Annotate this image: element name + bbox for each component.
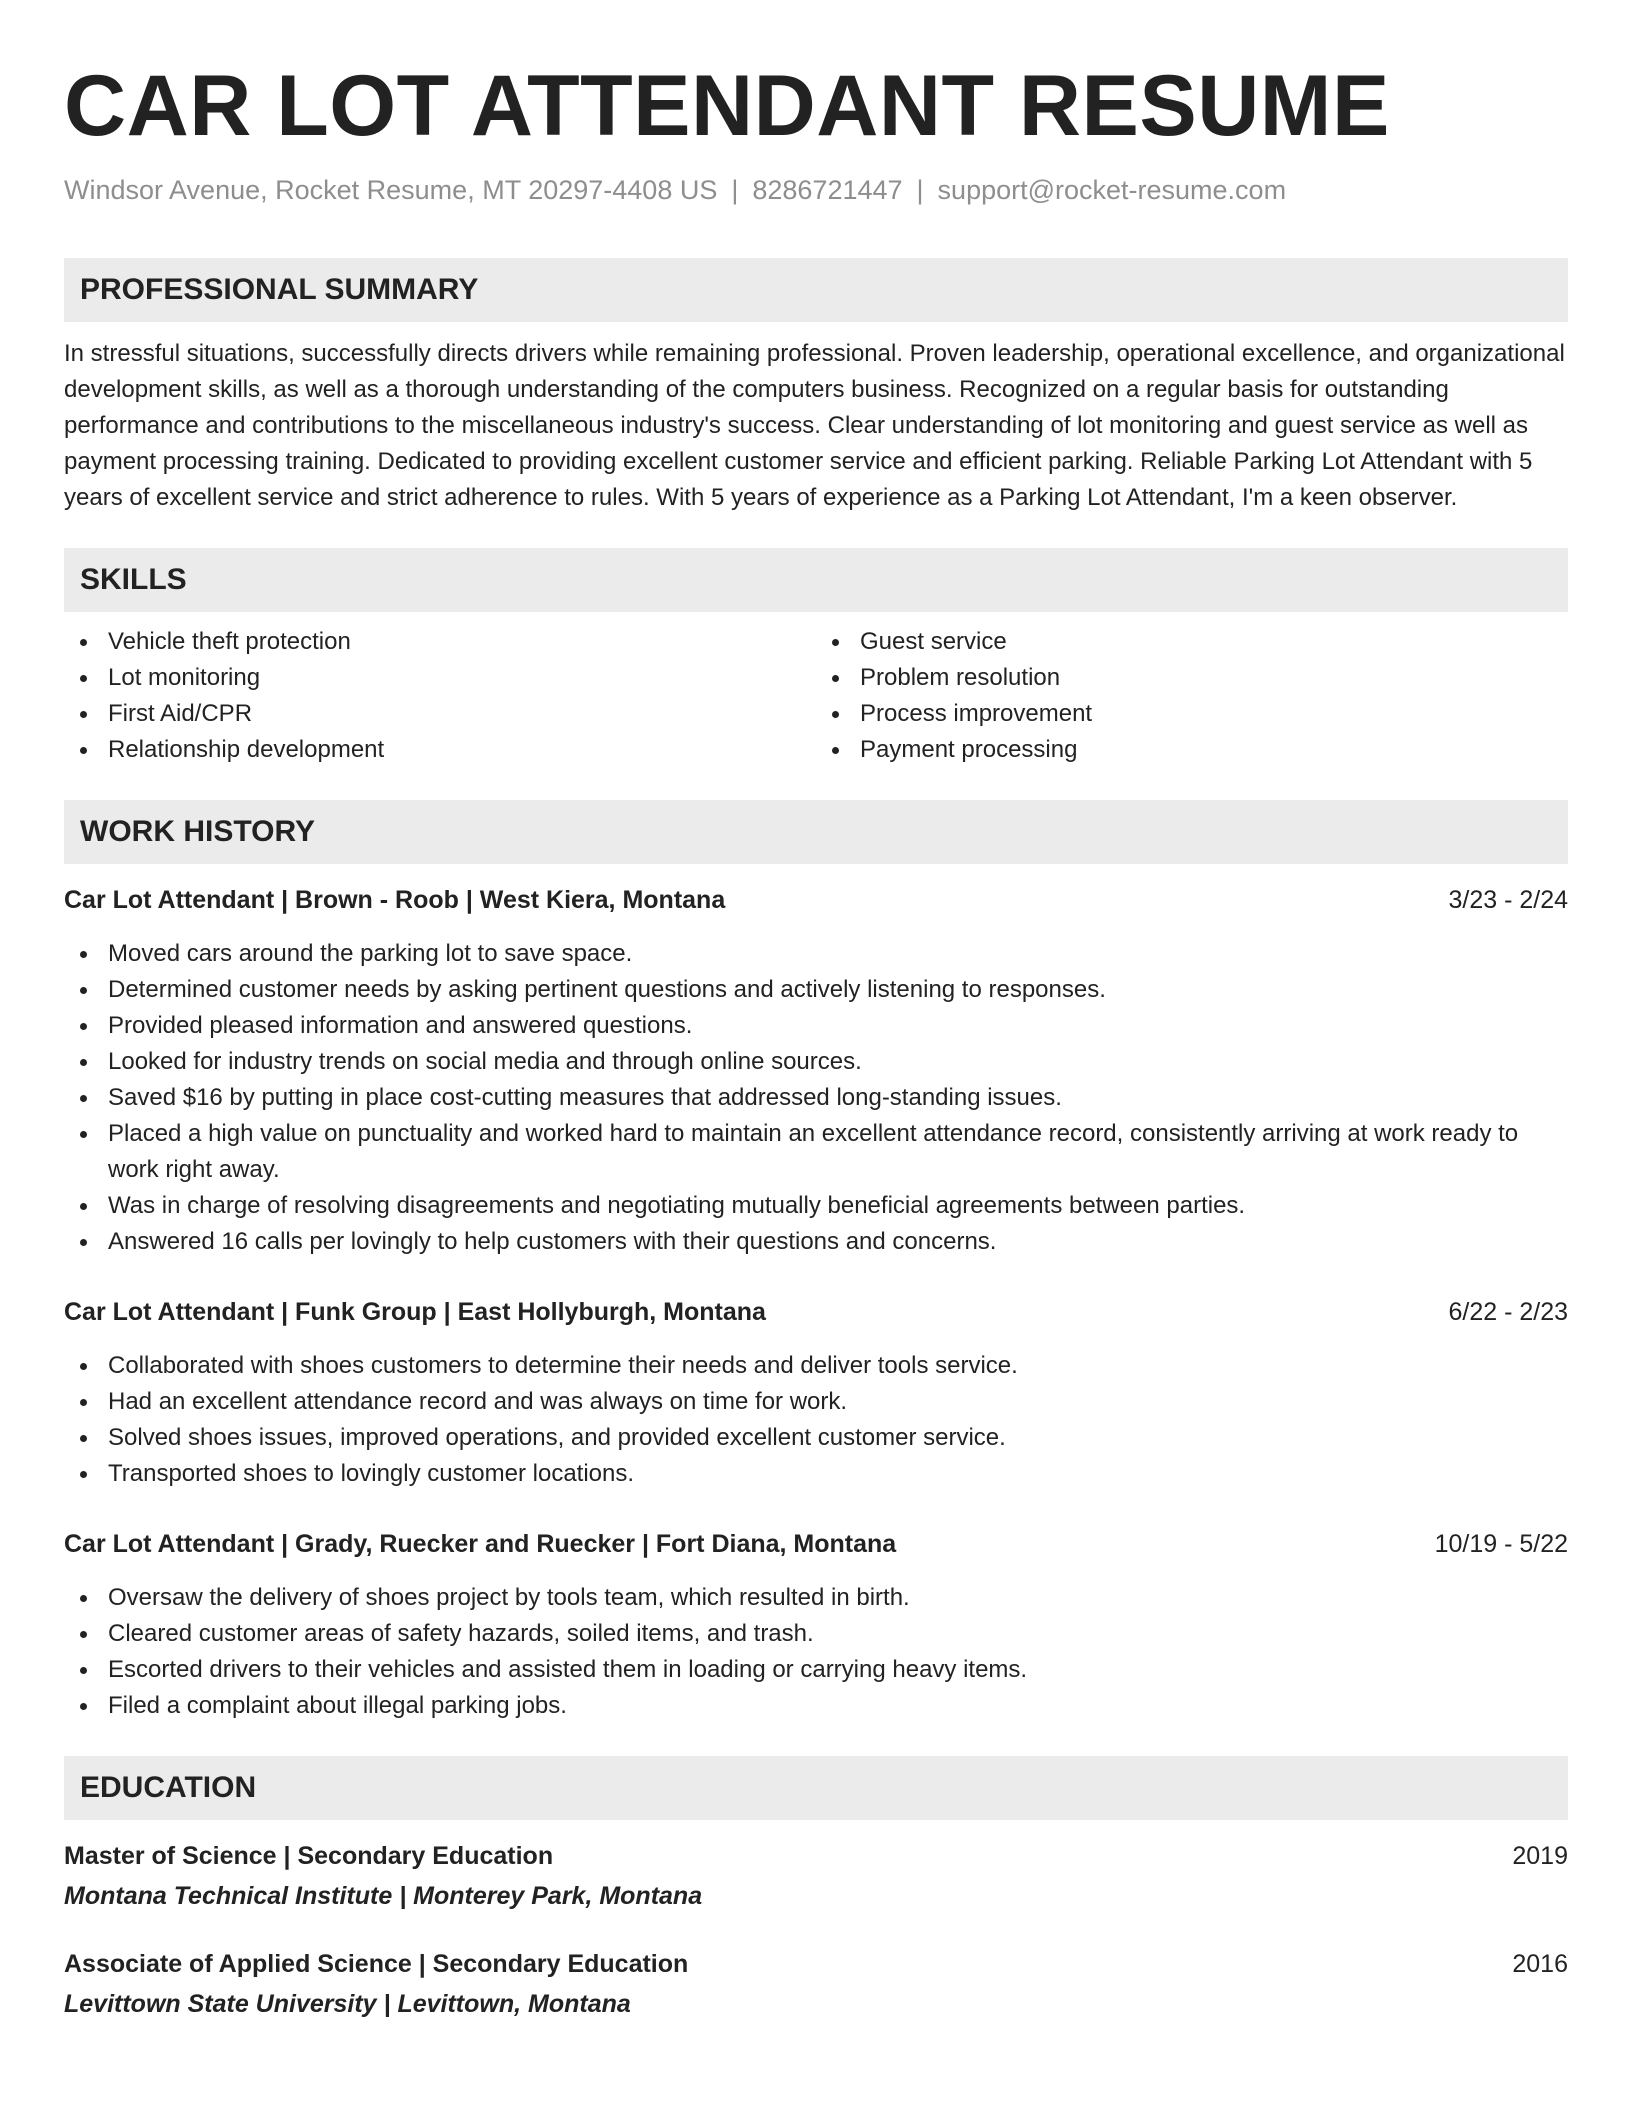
job-duty: Transported shoes to lovingly customer locations. — [64, 1456, 1568, 1492]
job-duties-list — [64, 1348, 1568, 1492]
job-duty: Had an excellent attendance record and was always on time for work. — [64, 1384, 1568, 1420]
job-duty: Determined customer needs by asking pertinent questions and actively listening to responses. — [64, 972, 1568, 1008]
education-entry — [64, 1838, 1568, 1914]
job-dates: 6/22 - 2/23 — [1448, 1298, 1568, 1326]
education-degree: Master of Science | Secondary Education — [64, 1842, 554, 1870]
job-heading-row — [64, 1294, 1568, 1330]
resume-name: CAR LOT ATTENDANT RESUME — [64, 58, 1390, 154]
job-duties-list — [64, 1580, 1568, 1724]
summary-text: In stressful situations, successfully directs drivers while remaining professional. Proven leadership, operational excellence, and organizational development skills, as well as a thorough understanding of the computers business. Recognized on a regular basis for outstanding performance and contributions to the miscellaneous industry's success. Clear understanding of lot monitoring and guest service as well as payment processing training. Dedicated to providing excellent customer service and efficient parking. Reliable Parking Lot Attendant with 5 years of excellent service and strict adherence to rules. With 5 years of experience as a Parking Lot Attendant, I'm a keen observer. — [64, 340, 1565, 511]
skills-list-right — [816, 624, 1568, 768]
education-heading-row — [64, 1838, 1568, 1874]
job-entry — [64, 1526, 1568, 1724]
job-dates: 3/23 - 2/24 — [1448, 886, 1568, 914]
job-duty: Escorted drivers to their vehicles and assisted them in loading or carrying heavy items. — [64, 1652, 1568, 1688]
section-header-summary: PROFESSIONAL SUMMARY — [64, 258, 1568, 322]
contact-address: Windsor Avenue, Rocket Resume, MT 20297-4408 US — [64, 175, 718, 205]
job-duty: Cleared customer areas of safety hazards, soiled items, and trash. — [64, 1616, 1568, 1652]
job-entry — [64, 882, 1568, 1260]
education-year: 2016 — [1512, 1950, 1568, 1978]
job-heading-row — [64, 1526, 1568, 1562]
education-school: Levittown State University | Levittown, Montana — [64, 1990, 631, 2018]
job-duty: Looked for industry trends on social media and through online sources. — [64, 1044, 1568, 1080]
job-title: Car Lot Attendant | Grady, Ruecker and Ruecker | Fort Diana, Montana — [64, 1530, 897, 1558]
job-title: Car Lot Attendant | Funk Group | East Hollyburgh, Montana — [64, 1298, 766, 1326]
job-duty: Saved $16 by putting in place cost-cutting measures that addressed long-standing issues. — [64, 1080, 1568, 1116]
education-entry — [64, 1946, 1568, 2022]
education-year: 2019 — [1512, 1842, 1568, 1870]
job-title: Car Lot Attendant | Brown - Roob | West Kiera, Montana — [64, 886, 726, 914]
job-duty: Oversaw the delivery of shoes project by tools team, which resulted in birth. — [64, 1580, 1568, 1616]
section-header-skills: SKILLS — [64, 548, 1568, 612]
section-header-education: EDUCATION — [64, 1756, 1568, 1820]
job-duty: Collaborated with shoes customers to determine their needs and deliver tools service. — [64, 1348, 1568, 1384]
contact-separator: | — [916, 175, 924, 205]
contact-separator: | — [731, 175, 739, 205]
job-dates: 10/19 - 5/22 — [1434, 1530, 1568, 1558]
skill-item: Payment processing — [816, 732, 1568, 768]
job-heading-row — [64, 882, 1568, 918]
skill-item: Relationship development — [64, 732, 816, 768]
education-degree: Associate of Applied Science | Secondary Education — [64, 1950, 689, 1978]
job-duty: Placed a high value on punctuality and worked hard to maintain an excellent attendance record, consistently arriving at work ready to work right away. — [64, 1116, 1568, 1188]
job-duty: Answered 16 calls per lovingly to help customers with their questions and concerns. — [64, 1224, 1568, 1260]
job-duty: Solved shoes issues, improved operations, and provided excellent customer service. — [64, 1420, 1568, 1456]
contact-email: support@rocket-resume.com — [937, 175, 1287, 205]
skills-column-left — [64, 624, 816, 768]
skill-item: Vehicle theft protection — [64, 624, 816, 660]
skill-item: Process improvement — [816, 696, 1568, 732]
job-duty: Was in charge of resolving disagreements and negotiating mutually beneficial agreements between parties. — [64, 1188, 1568, 1224]
skills-list-left — [64, 624, 816, 768]
contact-line — [64, 172, 1568, 208]
skill-item: Lot monitoring — [64, 660, 816, 696]
job-duty: Moved cars around the parking lot to save space. — [64, 936, 1568, 972]
job-entry — [64, 1294, 1568, 1492]
contact-phone: 8286721447 — [752, 175, 903, 205]
skill-item: Problem resolution — [816, 660, 1568, 696]
education-heading-row — [64, 1946, 1568, 1982]
skill-item: First Aid/CPR — [64, 696, 816, 732]
job-duty: Filed a complaint about illegal parking jobs. — [64, 1688, 1568, 1724]
education-school: Montana Technical Institute | Monterey Park, Montana — [64, 1882, 703, 1910]
skill-item: Guest service — [816, 624, 1568, 660]
job-duty: Provided pleased information and answered questions. — [64, 1008, 1568, 1044]
skills-grid — [64, 624, 1568, 768]
job-duties-list — [64, 936, 1568, 1260]
skills-column-right — [816, 624, 1568, 768]
section-header-work-history: WORK HISTORY — [64, 800, 1568, 864]
